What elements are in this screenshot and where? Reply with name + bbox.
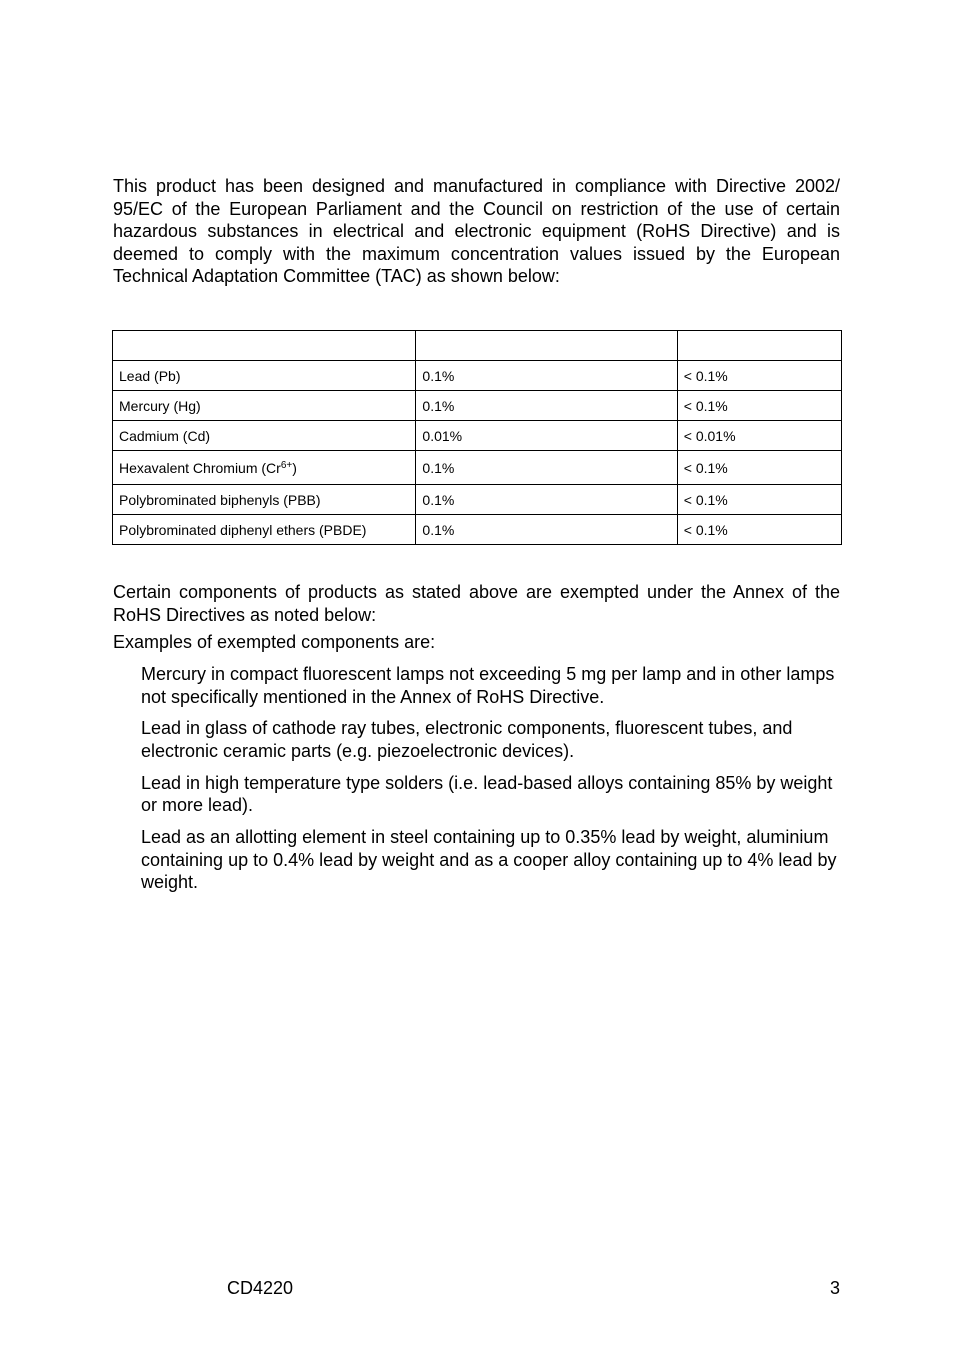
substance-cell: Cadmium (Cd) — [113, 421, 416, 451]
actual-cell: < 0.1% — [677, 451, 841, 485]
limit-cell: 0.1% — [416, 515, 677, 545]
exemption-list — [141, 663, 841, 903]
intro-paragraph: This product has been designed and manufactured in compliance with Directive 2002/ 95/EC of the European Parliament and the Council on restriction of the use of certain hazardous substances in electrical and electronic equipment (RoHS Directive) and is deemed to comply with the maximum concentration values issued by the European Technical Adaptation Committee (TAC) as shown below: — [113, 176, 840, 287]
table-row — [113, 485, 842, 515]
actual-cell: < 0.1% — [677, 515, 841, 545]
table-row — [113, 451, 842, 485]
list-item: Lead in glass of cathode ray tubes, electronic components, fluorescent tubes, and electronic ceramic parts (e.g. piezoelectronic devices). — [141, 718, 793, 761]
limit-cell: 0.1% — [416, 485, 677, 515]
table-row — [113, 391, 842, 421]
header-cell — [113, 331, 416, 361]
limit-cell: 0.01% — [416, 421, 677, 451]
exemption-intro-paragraph: Certain components of products as stated above are exempted under the Annex of the RoHS Directives as noted below: — [113, 582, 840, 625]
substance-superscript: 6+ — [280, 459, 293, 471]
actual-cell: < 0.01% — [677, 421, 841, 451]
header-cell — [677, 331, 841, 361]
substance-cell — [113, 451, 416, 485]
substance-text: Hexavalent Chromium (Cr — [119, 459, 281, 476]
footer-page-number: 3 — [829, 1278, 840, 1298]
actual-cell: < 0.1% — [677, 485, 841, 515]
table-row — [113, 515, 842, 545]
actual-cell: < 0.1% — [677, 361, 841, 391]
list-item: Lead in high temperature type solders (i.e. lead-based alloys containing 85% by weight or more lead). — [141, 772, 833, 816]
list-item: Mercury in compact fluorescent lamps not exceeding 5 mg per lamp and in other lamps not specifically mentioned in the Annex of RoHS Directive. — [141, 664, 835, 707]
list-item: Lead as an allotting element in steel containing up to 0.35% lead by weight, aluminium containing up to 0.4% lead by weight and as a cooper alloy containing up to 4% lead by weight. — [141, 827, 837, 893]
table-row — [113, 421, 842, 451]
actual-cell: < 0.1% — [677, 391, 841, 421]
header-cell — [416, 331, 677, 361]
limit-cell: 0.1% — [416, 451, 677, 485]
substance-cell: Lead (Pb) — [113, 361, 416, 391]
substance-cell: Mercury (Hg) — [113, 391, 416, 421]
limit-cell: 0.1% — [416, 391, 677, 421]
table-row — [113, 361, 842, 391]
substance-text-tail: ) — [292, 459, 297, 476]
table-header-row — [113, 331, 842, 361]
examples-heading: Examples of exempted components are: — [113, 632, 436, 652]
limit-cell: 0.1% — [416, 361, 677, 391]
substance-cell: Polybrominated biphenyls (PBB) — [113, 485, 416, 515]
substance-limits-table — [112, 330, 842, 545]
footer-model-number: CD4220 — [227, 1278, 294, 1298]
substance-cell: Polybrominated diphenyl ethers (PBDE) — [113, 515, 416, 545]
